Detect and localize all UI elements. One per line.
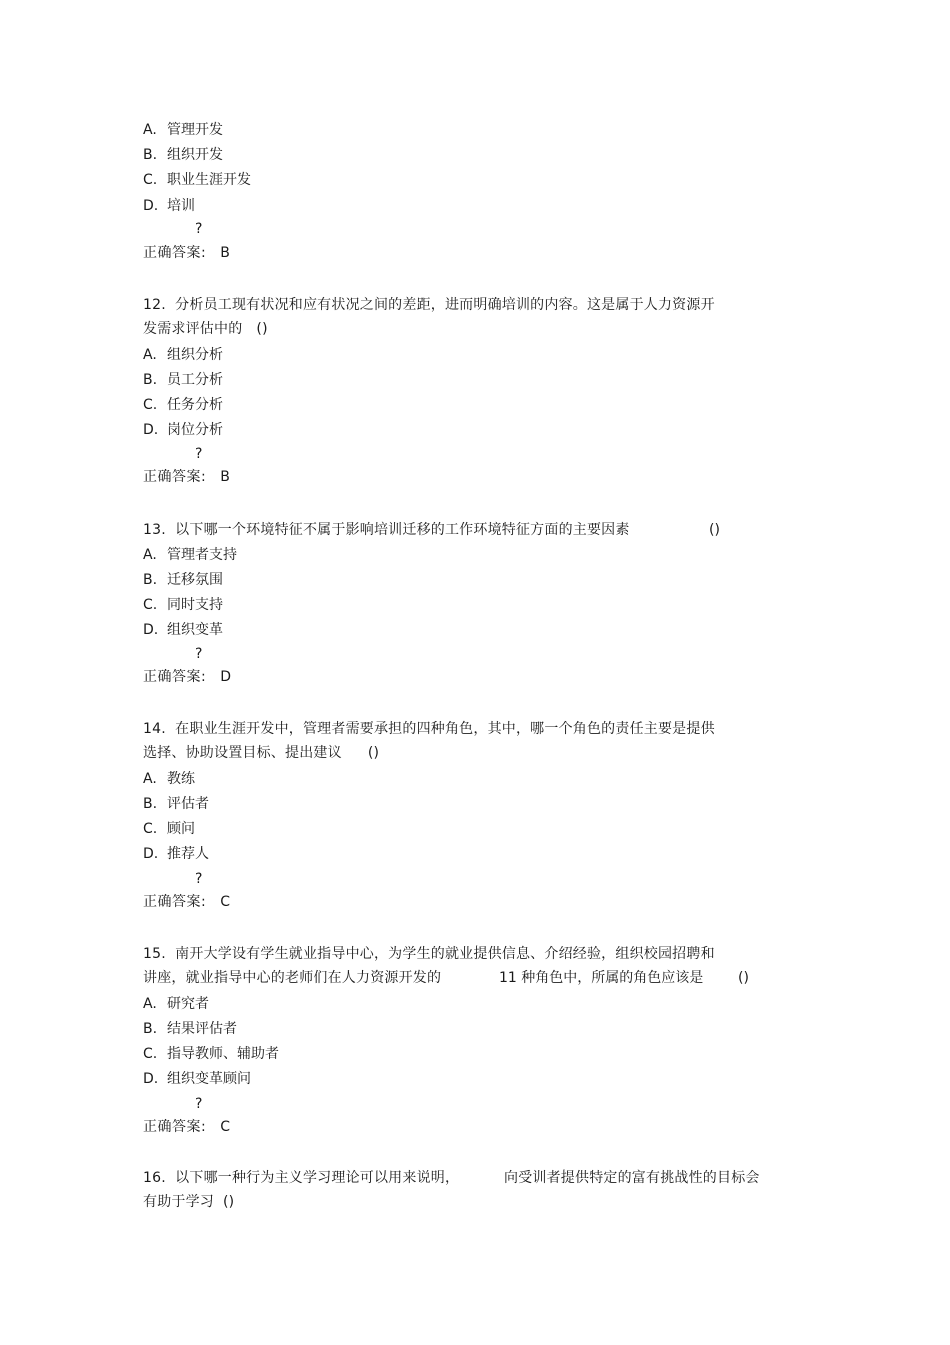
option-text: 顾问 [167, 821, 195, 837]
q12-option-b [143, 371, 223, 389]
answer-label: 正确答案: [143, 1119, 207, 1135]
q12-stem-line2 [143, 320, 268, 338]
q14-stem-line2 [143, 744, 379, 762]
option-text: 结果评估者 [167, 1021, 237, 1037]
answer-value: B [220, 469, 230, 485]
answer-value: B [220, 245, 230, 261]
option-text: 组织变革 [167, 622, 223, 638]
option-letter: B. [143, 796, 158, 812]
answer-label: 正确答案: [143, 894, 207, 910]
answer-value: C [220, 894, 230, 910]
option-letter: A. [143, 996, 157, 1012]
q11-option-c [143, 171, 251, 189]
q15-option-b [143, 1020, 237, 1038]
q14-option-b [143, 795, 209, 813]
option-text: 管理者支持 [167, 547, 237, 563]
answer-label: 正确答案: [143, 469, 207, 485]
stem-text: 发需求评估中的 [143, 321, 243, 337]
q16-stem-line2 [143, 1193, 234, 1211]
q15-option-a [143, 995, 209, 1013]
stem-text: 有助于学习 [143, 1194, 214, 1210]
q12-option-d [143, 421, 223, 439]
option-letter: C. [143, 172, 158, 188]
q13-answer-blank: () [709, 522, 720, 538]
q15-answer [143, 1118, 230, 1136]
answer-label: 正确答案: [143, 669, 207, 685]
q11-answer [143, 244, 230, 262]
q12-stem-line1: 12. 分析员工现有状况和应有状况之间的差距，进而明确培训的内容。这是属于人力资源开 [143, 297, 715, 313]
option-text: 研究者 [167, 996, 209, 1012]
option-text: 指导教师、辅助者 [167, 1046, 279, 1062]
option-text: 组织变革顾问 [167, 1071, 251, 1087]
option-letter: D. [143, 1071, 159, 1087]
option-text: 员工分析 [167, 372, 223, 388]
option-letter: B. [143, 147, 158, 163]
q13-answer [143, 668, 231, 686]
q13-stem-line1 [143, 521, 630, 539]
option-text: 职业生涯开发 [167, 172, 251, 188]
option-text: 迁移氛围 [167, 572, 223, 588]
option-text: 组织分析 [167, 347, 223, 363]
option-letter: D. [143, 846, 159, 862]
answer-value: C [220, 1119, 230, 1135]
q14-answer [143, 893, 230, 911]
q16-stem-line1-continued: 向受训者提供特定的富有挑战性的目标会 [504, 1170, 760, 1186]
q15-question-mark: ? [195, 1096, 203, 1112]
option-letter: C. [143, 821, 158, 837]
answer-blank: () [223, 1194, 235, 1210]
q15-answer-blank: () [738, 970, 749, 986]
option-letter: D. [143, 198, 159, 214]
q13-question-mark: ? [195, 646, 203, 662]
q12-option-c [143, 396, 223, 414]
option-letter: A. [143, 547, 157, 563]
option-letter: D. [143, 622, 159, 638]
option-letter: D. [143, 422, 159, 438]
q14-stem-line1: 14. 在职业生涯开发中，管理者需要承担的四种角色，其中，哪一个角色的责任主要是提供 [143, 721, 715, 737]
stem-text: 13. 以下哪一个环境特征不属于影响培训迁移的工作环境特征方面的主要因素 [143, 522, 630, 538]
answer-blank: () [256, 321, 268, 337]
option-text: 评估者 [167, 796, 209, 812]
q13-option-d [143, 621, 223, 639]
option-text: 培训 [167, 198, 195, 214]
q12-question-mark: ? [195, 446, 203, 462]
q14-option-d [143, 845, 209, 863]
option-letter: B. [143, 1021, 158, 1037]
q15-stem-line2 [143, 969, 441, 987]
q14-option-a [143, 770, 195, 788]
q13-option-c [143, 596, 223, 614]
q11-option-d [143, 197, 195, 215]
q16-stem-line1: 16. 以下哪一种行为主义学习理论可以用来说明， [143, 1170, 460, 1186]
q15-stem-line1: 15. 南开大学设有学生就业指导中心，为学生的就业提供信息、介绍经验，组织校园招聘和 [143, 946, 715, 962]
q12-option-a [143, 346, 223, 364]
option-letter: A. [143, 347, 157, 363]
option-text: 岗位分析 [167, 422, 223, 438]
option-text: 组织开发 [167, 147, 223, 163]
q15-stem-line2-continued: 11 种角色中，所属的角色应该是 [499, 970, 704, 986]
option-text: 教练 [167, 771, 195, 787]
option-letter: B. [143, 572, 158, 588]
option-letter: A. [143, 771, 157, 787]
option-text: 管理开发 [167, 122, 223, 138]
q11-option-a [143, 121, 223, 139]
stem-text: 讲座，就业指导中心的老师们在人力资源开发的 [143, 970, 442, 986]
q15-option-d [143, 1070, 251, 1088]
option-letter: C. [143, 597, 158, 613]
q14-option-c [143, 820, 195, 838]
q11-option-b [143, 146, 223, 164]
q13-option-a [143, 546, 237, 564]
q13-option-b [143, 571, 223, 589]
answer-value: D [220, 669, 231, 685]
answer-blank: () [367, 745, 380, 761]
option-letter: C. [143, 397, 158, 413]
q15-option-c [143, 1045, 279, 1063]
q12-answer [143, 468, 230, 486]
stem-text: 选择、协助设置目标、提出建议 [143, 745, 342, 761]
option-letter: A. [143, 122, 157, 138]
option-text: 任务分析 [167, 397, 223, 413]
answer-label: 正确答案: [143, 245, 207, 261]
option-text: 同时支持 [167, 597, 223, 613]
option-letter: B. [143, 372, 158, 388]
q11-question-mark: ? [195, 221, 203, 237]
option-letter: C. [143, 1046, 158, 1062]
q14-question-mark: ? [195, 871, 203, 887]
option-text: 推荐人 [167, 846, 209, 862]
